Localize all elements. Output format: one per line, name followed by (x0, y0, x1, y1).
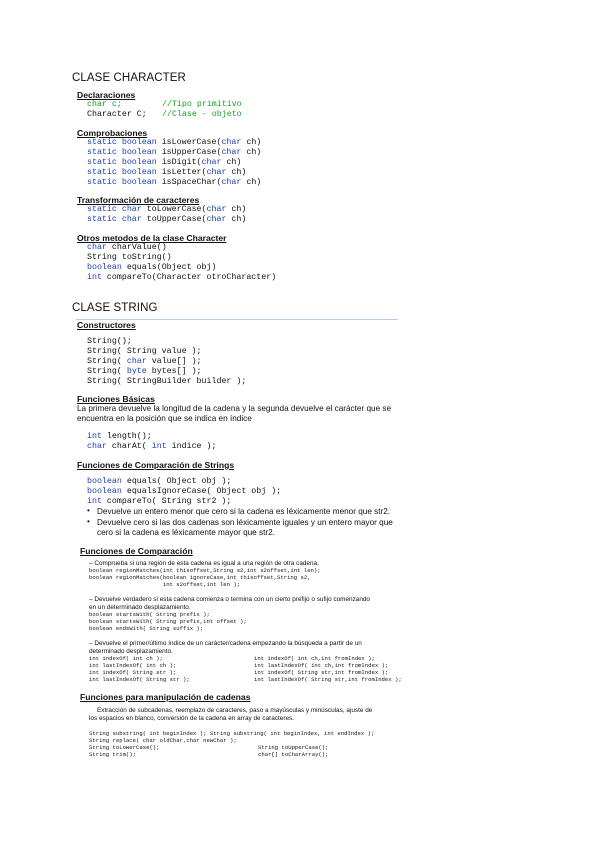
constructor-line: String( StringBuilder builder ); (87, 377, 247, 386)
bullet-icon: • (87, 506, 90, 515)
method-line: static boolean isLowerCase(char ch) (87, 138, 262, 147)
otros-heading: Otros metodos de la clase Character (77, 233, 227, 243)
method-line: static boolean isSpaceChar(char ch) (87, 178, 262, 187)
method-line: static char toUpperCase(char ch) (87, 215, 247, 224)
decl-comment: //Tipo primitivo (162, 100, 242, 109)
code-line: int lastIndexOf( String str,int fromIndex ); (254, 676, 402, 683)
code-line: int indexOf( int ch,int fromIndex ); (254, 655, 375, 662)
code-line: char[] toCharArray(); (258, 751, 329, 758)
code-line: boolean regionMatches(int thisoffset,String s2,int s2offset,int len); (89, 567, 321, 574)
decl-comment: //Clase - objeto (162, 110, 242, 119)
constructor-line: String( String value ); (87, 347, 202, 356)
method-line: char charValue() (87, 243, 167, 252)
manipulacion-desc: Extracción de subcadenas, reemplazo de caracteres, paso a mayúsculas y minúsculas, ajuste de (97, 707, 373, 714)
basicas-desc: La primera devuelve la longitud de la cadena y la segunda devuelve el carácter que se (77, 404, 392, 413)
method-line: char charAt( int indice ); (87, 442, 217, 451)
constructor-line: String( byte bytes[] ); (87, 367, 202, 376)
code-line: int lastIndexOf( int ch ); (89, 662, 177, 669)
decl-line: Character C; (87, 110, 147, 119)
code-line: int indexOf( String str,int fromIndex ); (254, 669, 389, 676)
comparacion-desc: – Devuelve el primer/último índice de un carácter/cadena empezando la búsqueda a partir de un (89, 640, 362, 647)
code-line: boolean startsWith( String prefix,int offset ); (89, 618, 247, 625)
code-line: int indexOf( String str ); (89, 669, 177, 676)
code-line: String replace( char oldChar,char newChar ); (89, 737, 237, 744)
comparacion-strings-heading: Funciones de Comparación de Strings (77, 460, 235, 470)
code-line: boolean endsWith( String suffix ); (89, 625, 204, 632)
code-line: boolean startsWith( String prefix ); (89, 611, 210, 618)
method-line: boolean equals( Object obj ); (87, 477, 232, 486)
bullet-text: Devuelve un entero menor que cero si la cadena es léxicamente menor que str2. (97, 507, 391, 516)
code-line: int s2offset,int len ); (89, 581, 241, 588)
comparacion-desc: – Devuelve verdadero si esta cadena comienza o termina con un cierto prefijo o sufijo comenzando (89, 596, 370, 603)
bullet-icon: • (87, 517, 90, 526)
comparacion-desc: determinado desplazamiento. (89, 648, 173, 655)
code-line: int lastIndexOf( String str ); (89, 676, 190, 683)
code-line: String substring( int beginIndex ); String substring( int beginIndex, int endIndex ); (89, 730, 375, 737)
method-line: String toString() (87, 253, 172, 262)
constructores-heading: Constructores (77, 320, 136, 330)
method-line: static char toLowerCase(char ch) (87, 205, 247, 214)
bullet-text: cero si la cadena es léxicamente mayor que str2. (97, 528, 275, 537)
method-line: boolean equalsIgnoreCase( Object obj ); (87, 487, 282, 496)
basicas-desc: encuentra en la posición que se indica en índice (77, 414, 252, 423)
code-line: String toLowerCase(); (89, 744, 160, 751)
manipulacion-desc: los espacios en blanco, conversión de la cadena en array de caracteres. (89, 715, 294, 722)
constructor-line: String( char value[] ); (87, 357, 202, 366)
comparacion-desc: – Comprueba si una región de esta cadena es igual a una región de otra cadena. (89, 560, 319, 567)
transformacion-heading: Transformación de caracteres (77, 195, 200, 205)
method-line: int compareTo(Character otroCharacter) (87, 273, 277, 282)
code-line: int indexOf( int ch ); (89, 655, 163, 662)
basicas-heading: Funciones Básicas (77, 394, 155, 404)
code-line: String toUpperCase(); (258, 744, 329, 751)
decl-line: char c; (87, 100, 122, 109)
method-line: int compareTo( String str2 ); (87, 497, 232, 506)
manipulacion-heading: Funciones para manipulación de cadenas (80, 692, 251, 702)
declaraciones-heading: Declaraciones (77, 90, 136, 100)
method-line: int length(); (87, 432, 152, 441)
character-title: CLASE CHARACTER (72, 72, 186, 84)
code-line: boolean regionMatches(boolean ignoreCase,int thisoffset,String s2, (89, 574, 311, 581)
method-line: static boolean isUpperCase(char ch) (87, 148, 262, 157)
comparacion-heading: Funciones de Comparación (80, 546, 193, 556)
method-line: boolean equals(Object obj) (87, 263, 217, 272)
string-title: CLASE STRING (72, 302, 158, 314)
code-line: int lastIndexOf( int ch,int fromIndex ); (254, 662, 389, 669)
comparacion-desc: en un determinado desplazamiento. (89, 604, 191, 611)
bullet-text: Devuelve cero si las dos cadenas son léxicamente iguales y un entero mayor que (97, 518, 393, 527)
comprobaciones-heading: Comprobaciones (77, 128, 148, 138)
method-line: static boolean isLetter(char ch) (87, 168, 247, 177)
code-line: String trim(); (89, 751, 136, 758)
constructor-line: String(); (87, 337, 132, 346)
method-line: static boolean isDigit(char ch) (87, 158, 242, 167)
